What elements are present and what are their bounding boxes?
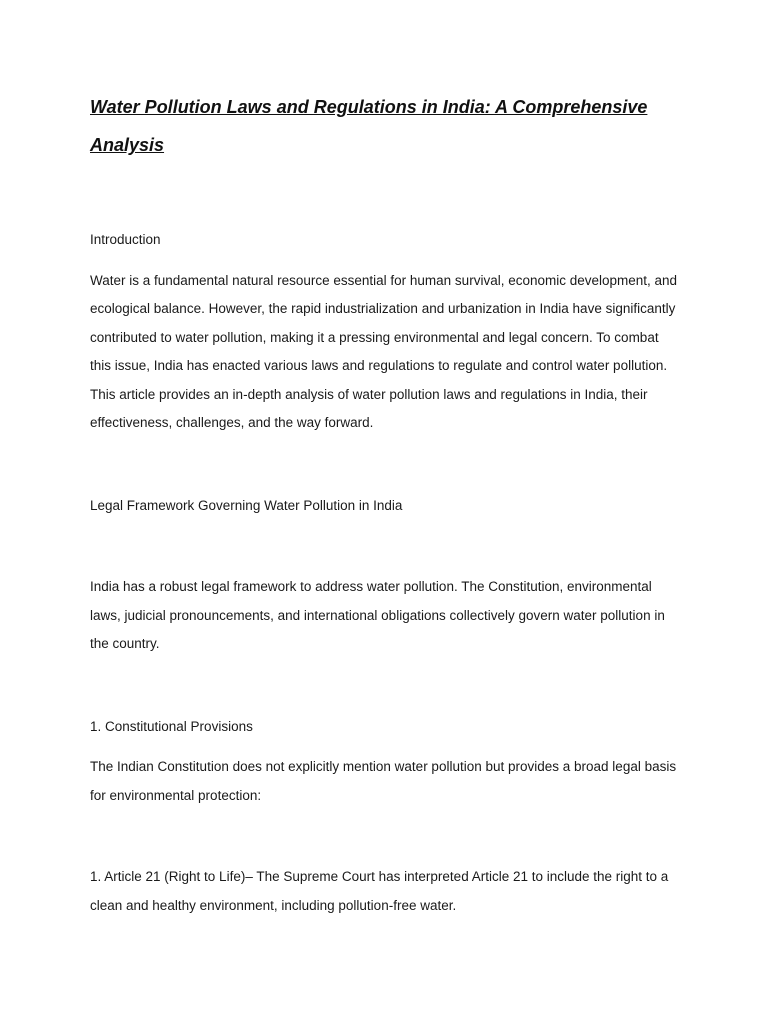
document-title: Water Pollution Laws and Regulations in India: A Comprehensive Analysis [90, 97, 648, 155]
article-21-list-item: 1. Article 21 (Right to Life)– The Supreme Court has interpreted Article 21 to include the right to a clean and healthy environment, including pollution-free water. [90, 869, 669, 913]
document-body [90, 88, 682, 920]
legal-framework-heading: Legal Framework Governing Water Pollution in India [90, 497, 403, 513]
constitutional-provisions-heading: 1. Constitutional Provisions [90, 718, 253, 734]
legal-framework-paragraph: India has a robust legal framework to address water pollution. The Constitution, environmental laws, judicial pronouncements, and international obligations collectively govern water pollution in the country. [90, 579, 665, 651]
introduction-heading: Introduction [90, 232, 161, 247]
constitutional-provisions-paragraph: The Indian Constitution does not explicitly mention water pollution but provides a broad legal basis for environmental protection: [90, 759, 677, 803]
introduction-paragraph: Water is a fundamental natural resource essential for human survival, economic development, and ecological balance. However, the rapid industrialization and urbanization in India have significantly contributed to water pollution, making it a pressing environmental and legal concern. To combat this issue, India has enacted various laws and regulations to regulate and control water pollution. This article provides an in-depth analysis of water pollution laws and regulations in India, their effectiveness, challenges, and the way forward. [90, 272, 678, 430]
